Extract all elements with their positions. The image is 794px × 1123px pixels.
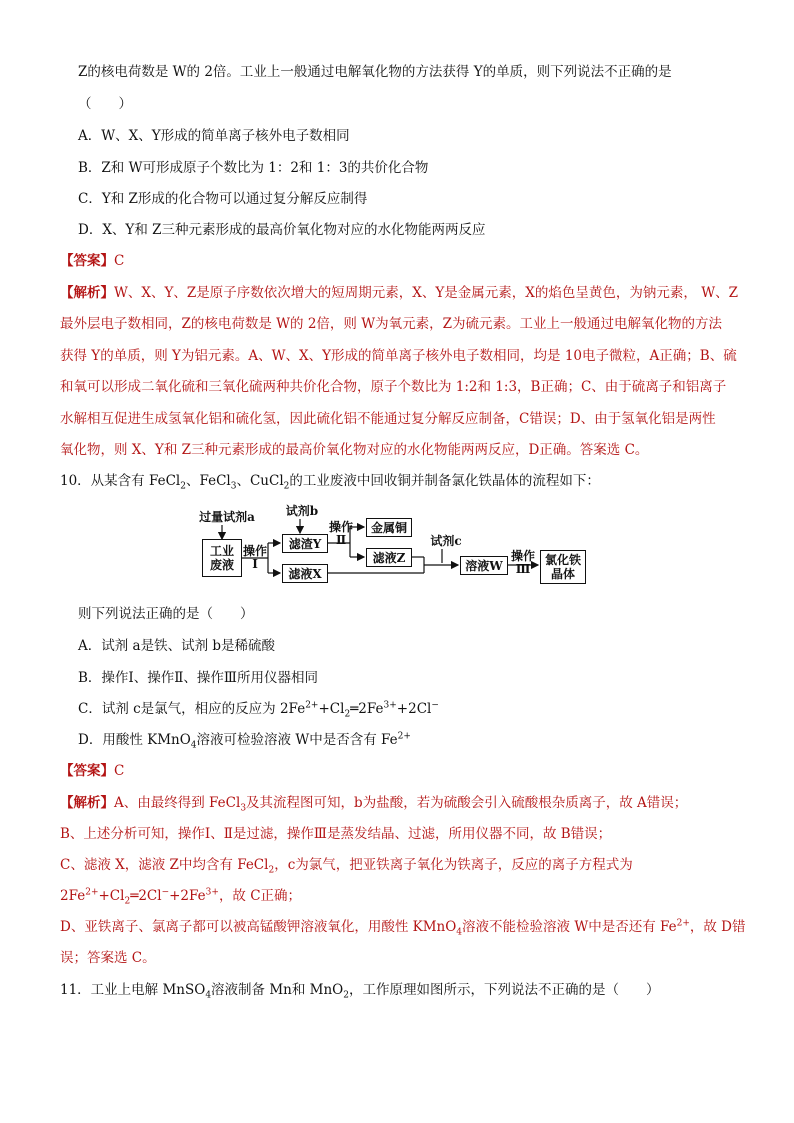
q10-question: 则下列说法正确的是（ ） <box>78 606 254 622</box>
ferric-chloride-crystal-box: 氯化铁 晶体 <box>540 550 586 584</box>
waste-liquid-box: 工业 废液 <box>202 539 242 577</box>
filtrate-z-box: 滤液Z <box>366 548 412 567</box>
q9-analysis-line-4: 和氧可以形成二氧化硫和三氧化硫两种共价化合物，原子个数比为 1:2和 1:3，B正确；C、由于硫离子和铝离子 <box>60 379 727 395</box>
answer-value: C <box>114 763 125 779</box>
q11-stem: 11．工业上电解 MnSO$_4$溶液制备 Mn和 MnO$_2$，工作原理如图所示，下列说法不正确的是（ ） <box>60 982 660 1001</box>
q10-answer <box>60 762 740 780</box>
q9-analysis-line-2: 最外层电子数相同，Z的核电荷数是 W的 2倍，则 W为氧元素，Z为硫元素。工业上一般通过电解氧化物的方法 <box>60 316 722 332</box>
q9-answer <box>60 252 740 270</box>
reagent-b-label: 试剂b <box>285 504 319 518</box>
q10-option-c: C．试剂 c是氯气，相应的反应为 $2Fe^{2+}+Cl_2═2Fe^{3+}+2Cl^-$ <box>78 700 439 720</box>
analysis-tag: 【解析】 <box>60 285 114 301</box>
operation-3-label: 操作 Ⅲ <box>510 549 535 576</box>
q9-option-b: B．Z和 W可形成原子个数比为 1：2和 1：3的共价化合物 <box>78 160 429 176</box>
operation-2-label: 操作 Ⅱ <box>328 520 353 547</box>
q10-analysis-line-2: B、上述分析可知，操作Ⅰ、Ⅱ是过滤，操作Ⅲ是蒸发结晶、过滤，所用仪器不同，故 B错误； <box>60 826 612 842</box>
answer-tag: 【答案】 <box>60 763 114 779</box>
answer-tag: 【答案】 <box>60 253 114 269</box>
operation-1-label: 操作 Ⅰ <box>242 544 267 571</box>
q10-analysis-line-6: 误；答案选 C。 <box>60 950 156 966</box>
q10-option-d: D．用酸性 KMnO$_4$溶液可检验溶液 W中是否含有 $Fe^{2+}$ <box>78 731 411 751</box>
answer-value: C <box>114 253 125 269</box>
q9-analysis-line-5: 水解相互促进生成氢氧化铝和硫化氢，因此硫化铝不能通过复分解反应制备，C错误；D、由于氢氧化铝是两性 <box>60 411 716 427</box>
residue-y-box: 滤渣Y <box>282 534 328 553</box>
analysis-tag: 【解析】 <box>60 795 114 811</box>
q10-option-a: A．试剂 a是铁、试剂 b是稀硫酸 <box>78 638 276 654</box>
solution-w-box: 溶液W <box>460 556 508 575</box>
q10-analysis-line-3: C、滤液 X，滤液 Z中均含有 FeCl$_2$，c为氯气，把亚铁离子氧化为铁离子，反应的离子方程式为 <box>60 857 633 876</box>
q9-paren: （ ） <box>78 96 132 112</box>
q9-option-d: D．X、Y和 Z三种元素形成的最高价氧化物对应的水化物能两两反应 <box>78 222 486 238</box>
analysis-text: W、X、Y、Z是原子序数依次增大的短周期元素，X、Y是金属元素，X的焰色呈黄色，为钠元素， W、Z <box>114 285 738 301</box>
q9-analysis-line-1 <box>60 284 740 302</box>
q9-option-a: A．W、X、Y形成的简单离子核外电子数相同 <box>78 128 350 144</box>
q10-stem: 10．从某含有 FeCl$_2$、FeCl$_3$、CuCl$_2$的工业废液中回收铜并制备氯化铁晶体的流程如下： <box>60 473 600 492</box>
copper-box: 金属铜 <box>366 518 412 537</box>
filtrate-x-box: 滤液X <box>282 564 328 583</box>
q9-analysis-line-3: 获得 Y的单质，则 Y为铝元素。A、W、X、Y形成的简单离子核外电子数相同，均是 10电子微粒，A正确；B、硫 <box>60 348 737 364</box>
q9-stem: Z的核电荷数是 W的 2倍。工业上一般通过电解氧化物的方法获得 Y的单质，则下列说法不正确的是 <box>78 64 672 80</box>
q10-analysis-line-1: 【解析】A、由最终得到 FeCl$_3$及其流程图可知，b为盐酸，若为硫酸会引入硫酸根杂质离子，故 A错误； <box>60 795 688 814</box>
q10-analysis-line-5: D、亚铁离子、氯离子都可以被高锰酸钾溶液氧化，用酸性 KMnO$_4$溶液不能检验溶液 W中是否还有 $Fe^{2+}$，故 D错 <box>60 918 746 938</box>
reagent-a-label: 过量试剂a <box>199 510 255 524</box>
reagent-c-label: 试剂c <box>430 534 462 548</box>
process-flowchart <box>190 505 610 595</box>
q10-option-b: B．操作Ⅰ、操作Ⅱ、操作Ⅲ所用仪器相同 <box>78 670 318 686</box>
q9-analysis-line-6: 氧化物，则 X、Y和 Z三种元素形成的最高价氧化物对应的水化物能两两反应，D正确。答案选 C。 <box>60 442 649 458</box>
q10-analysis-line-4: $2Fe^{2+}+Cl_2═2Cl^-+2Fe^{3+}$，故 C正确； <box>60 887 302 907</box>
q9-option-c: C．Y和 Z形成的化合物可以通过复分解反应制得 <box>78 191 368 207</box>
